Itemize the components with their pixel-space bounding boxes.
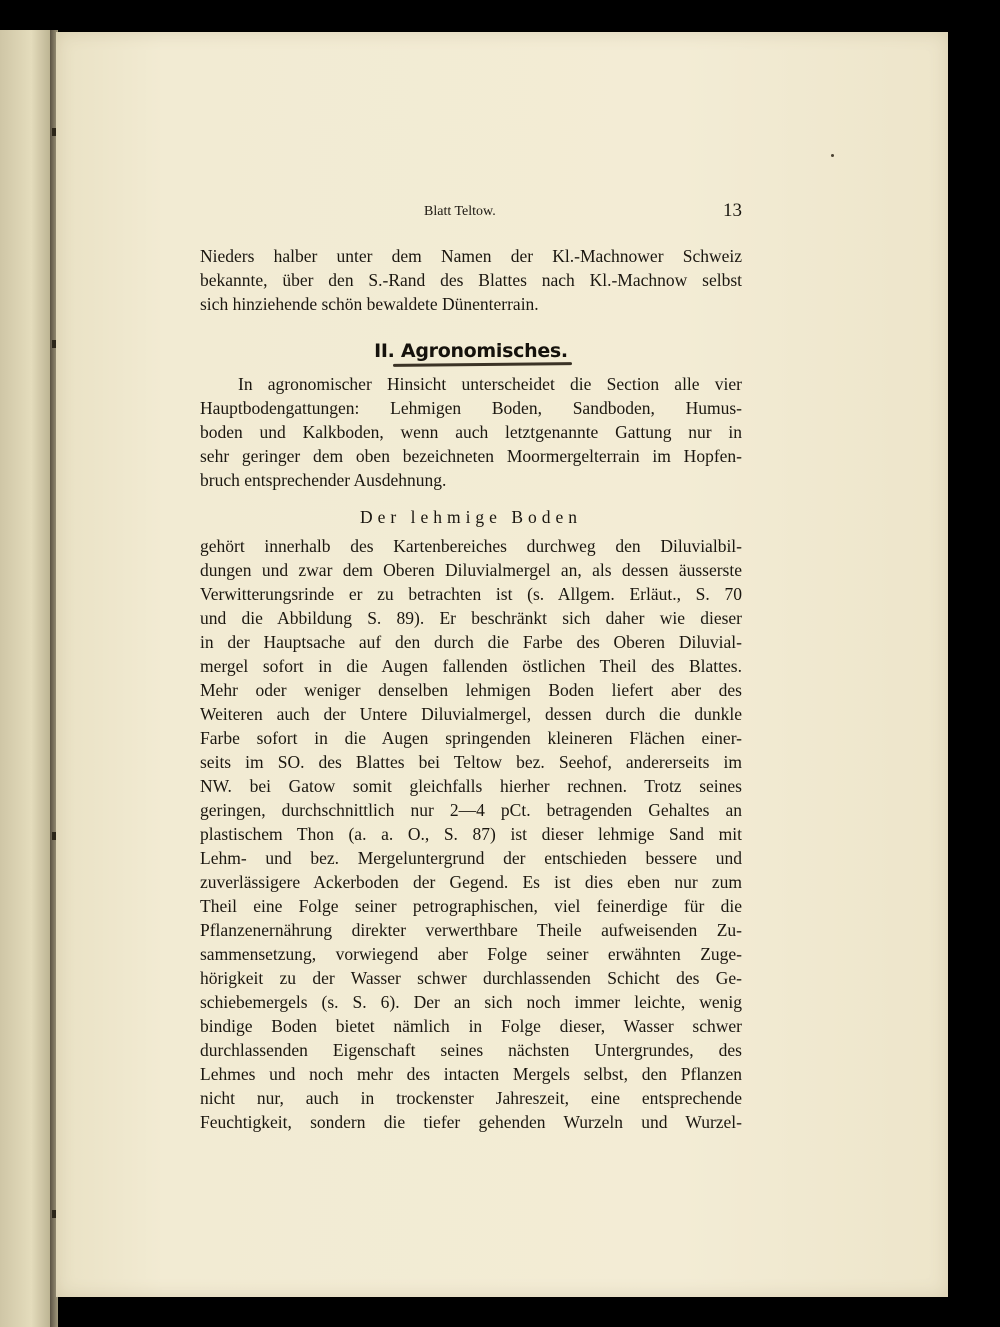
text-line: sich hinziehende schön bewaldete Dünenterrain. bbox=[200, 294, 539, 314]
text-line: Lehm- und bez. Mergeluntergrund der entschieden bessere und bbox=[200, 848, 742, 868]
section-number: II. bbox=[374, 340, 395, 362]
text-line: Mehr oder weniger denselben lehmigen Boden liefert aber des bbox=[200, 680, 742, 700]
text-line: seits im SO. des Blattes bei Teltow bez. Seehof, andererseits im bbox=[200, 752, 742, 772]
text-line: Hauptbodengattungen: Lehmigen Boden, Sandboden, Humus- bbox=[200, 398, 742, 418]
text-line: Weiteren auch der Untere Diluvialmergel, dessen durch die dunkle bbox=[200, 704, 742, 724]
text-line: mergel sofort in die Augen fallenden östlichen Theil des Blattes. bbox=[200, 656, 742, 676]
paper-speck bbox=[831, 154, 834, 157]
text-line: in der Hauptsache auf den durch die Farbe des Oberen Diluvial- bbox=[200, 632, 742, 652]
text-line: schiebemergels (s. S. 6). Der an sich noch immer leichte, wenig bbox=[200, 992, 742, 1012]
text-line: sehr geringer dem oben bezeichneten Moormergelterrain im Hopfen- bbox=[200, 446, 742, 466]
text-line: bindige Boden bietet nämlich in Folge dieser, Wasser schwer bbox=[200, 1016, 742, 1036]
subsection-heading: Der lehmige Boden bbox=[359, 507, 583, 527]
text-line: plastischem Thon (a. a. O., S. 87) ist dieser lehmige Sand mit bbox=[200, 824, 742, 844]
text-line: Verwitterungsrinde er zu betrachten ist (s. Allgem. Erläut., S. 70 bbox=[200, 584, 742, 604]
text-line: Nieders halber unter dem Namen der Kl.-Machnower Schweiz bbox=[200, 246, 742, 266]
page-number: 13 bbox=[723, 200, 742, 221]
section-title: Agronomisches. bbox=[400, 340, 568, 362]
book-page bbox=[56, 32, 948, 1297]
text-line: dungen und zwar dem Oberen Diluvialmergel an, als dessen äusserste bbox=[200, 560, 742, 580]
running-title: Blatt Teltow. bbox=[424, 204, 496, 219]
text-line: boden und Kalkboden, wenn auch letztgenannte Gattung nur in bbox=[200, 422, 742, 442]
text-line: Theil eine Folge seiner petrographischen, viel feinerdige für die bbox=[200, 896, 742, 916]
text-line: hörigkeit zu der Wasser schwer durchlassenden Schicht des Ge- bbox=[200, 968, 742, 988]
text-line: bruch entsprechender Ausdehnung. bbox=[200, 470, 447, 490]
text-line: Pflanzenernährung direkter verwerthbare Theile aufweisenden Zu- bbox=[200, 920, 742, 940]
section-heading bbox=[200, 340, 742, 362]
text-line: gehört innerhalb des Kartenbereiches durchweg den Diluvialbil- bbox=[200, 536, 742, 556]
running-head bbox=[200, 200, 742, 228]
text-line: Farbe sofort in die Augen springenden kleineren Flächen einer- bbox=[200, 728, 742, 748]
text-line: zuverlässigere Ackerboden der Gegend. Es ist dies eben nur zum bbox=[200, 872, 742, 892]
text-line: sammensetzung, vorwiegend aber Folge seiner erwähnten Zuge- bbox=[200, 944, 742, 964]
text-line: In agronomischer Hinsicht unterscheidet die Section alle vier bbox=[238, 374, 742, 394]
facing-page-edge bbox=[0, 30, 52, 1327]
margin-mark bbox=[52, 340, 56, 348]
text-line: Feuchtigkeit, sondern die tiefer gehenden Wurzeln und Wurzel- bbox=[200, 1112, 742, 1132]
text-line: Lehmes und noch mehr des intacten Mergels selbst, den Pflanzen bbox=[200, 1064, 742, 1084]
text-line: bekannte, über den S.-Rand des Blattes nach Kl.-Machnow selbst bbox=[200, 270, 742, 290]
text-line: geringen, durchschnittlich nur 2—4 pCt. betragenden Gehaltes an bbox=[200, 800, 742, 820]
text-line: durchlassenden Eigenschaft seines nächsten Untergrundes, des bbox=[200, 1040, 742, 1060]
margin-mark bbox=[52, 128, 56, 136]
text-line: nicht nur, auch in trockenster Jahreszeit, eine entsprechende bbox=[200, 1088, 742, 1108]
text-line: und die Abbildung S. 89). Er beschränkt sich daher wie dieser bbox=[200, 608, 742, 628]
text-line: NW. bei Gatow somit gleichfalls hierher rechnen. Trotz seines bbox=[200, 776, 742, 796]
margin-mark bbox=[52, 832, 56, 840]
margin-mark bbox=[52, 1210, 56, 1218]
